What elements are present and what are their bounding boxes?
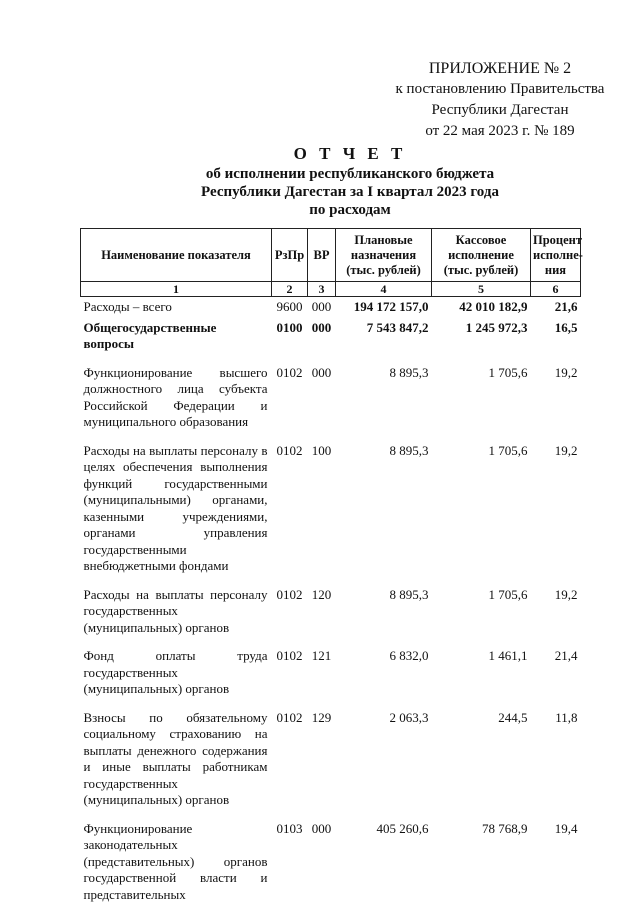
table-header-row	[81, 229, 581, 282]
row-percent: 19,4	[554, 820, 578, 836]
row-name: Взносы по обязательному социальному страхованию на выплаты денежного содержания и иные выплаты работникам государственных (муниципальных) органов	[83, 709, 268, 807]
row-vr: 000	[308, 297, 336, 318]
row-vr: 120	[311, 586, 332, 602]
row-vr: 000	[311, 364, 332, 380]
row-fact: 42 010 182,9	[432, 297, 531, 318]
column-number: 3	[308, 282, 336, 297]
table-row	[81, 363, 581, 441]
row-percent: 16,5	[554, 319, 578, 335]
report-title-line3: Республики Дагестан за I квартал 2023 года	[201, 184, 499, 200]
row-plan: 8 895,3	[389, 442, 429, 458]
row-vr: 000	[311, 820, 332, 836]
row-name: Общегосударственные вопросы	[83, 319, 217, 351]
expenditure-table	[80, 228, 581, 905]
row-rzpr: 0102	[276, 648, 303, 663]
row-rzpr: 0102	[276, 364, 303, 380]
table-row	[81, 819, 581, 906]
report-title-main: О Т Ч Е Т	[293, 144, 407, 163]
column-number: 2	[272, 282, 308, 297]
row-plan: 7 543 847,2	[366, 319, 429, 335]
row-fact: 78 768,9	[482, 820, 528, 836]
row-fact: 1 245 972,3	[465, 319, 528, 335]
row-percent: 19,2	[554, 586, 578, 602]
row-rzpr: 0102	[276, 709, 303, 725]
row-rzpr: 0102	[276, 586, 303, 602]
column-number: 1	[81, 282, 272, 297]
row-vr: 129	[311, 709, 332, 725]
header-name: Наименование показателя	[81, 229, 272, 282]
row-vr: 121	[311, 648, 332, 663]
row-fact: 1 705,6	[488, 586, 528, 602]
row-name: Расходы на выплаты персоналу государственных (муниципальных) органов	[83, 586, 268, 635]
row-percent: 19,2	[554, 364, 578, 380]
header-rzpr: РзПр	[272, 229, 308, 282]
table-row	[81, 297, 581, 318]
appendix-number: ПРИЛОЖЕНИЕ № 2	[428, 60, 572, 77]
row-name: Расходы – всего	[81, 297, 272, 318]
row-plan: 8 895,3	[389, 586, 429, 602]
row-fact: 1 705,6	[488, 364, 528, 380]
header-percent: Процент исполне-ния	[531, 229, 581, 282]
appendix-header	[380, 58, 620, 142]
row-plan: 2 063,3	[389, 709, 429, 725]
row-fact: 1 705,6	[488, 442, 528, 458]
row-percent: 21,6	[531, 297, 581, 318]
row-percent: 19,2	[554, 442, 578, 458]
row-plan: 8 895,3	[389, 364, 429, 380]
header-plan: Плановые назначения (тыс. рублей)	[336, 229, 432, 282]
table-row	[81, 318, 581, 363]
row-fact: 244,5	[498, 709, 528, 725]
table-row	[81, 441, 581, 585]
row-plan: 405 260,6	[376, 820, 429, 836]
appendix-decree: к постановлению Правительства	[395, 81, 605, 97]
table-row	[81, 708, 581, 819]
row-vr: 100	[311, 442, 332, 458]
header-vr: ВР	[308, 229, 336, 282]
header-fact: Кассовое исполнение (тыс. рублей)	[432, 229, 531, 282]
appendix-date: от 22 мая 2023 г. № 189	[425, 123, 575, 139]
row-name: Расходы на выплаты персоналу в целях обеспечения выполнения функций государственными (муниципальными) органами, казенными учреждениями, органами управления государственными внебюджетными фондами	[83, 442, 268, 573]
row-percent: 11,8	[555, 709, 578, 725]
row-plan: 6 832,0	[389, 648, 429, 663]
report-title-line2: об исполнении республиканского бюджета	[205, 166, 495, 182]
row-name: Функционирование законодательных (представительных) органов государственной власти и представительных	[83, 820, 268, 902]
table-column-numbers	[81, 282, 581, 297]
row-name: Функционирование высшего должностного лица субъекта Российской Федерации и муниципального образования	[83, 364, 268, 429]
report-title-line4: по расходам	[309, 202, 391, 218]
table-row	[81, 646, 581, 708]
row-plan: 194 172 157,0	[336, 297, 432, 318]
column-number: 5	[432, 282, 531, 297]
row-rzpr: 0102	[276, 442, 303, 458]
table-row	[81, 585, 581, 647]
row-rzpr: 0103	[276, 820, 303, 836]
appendix-republic: Республики Дагестан	[431, 102, 569, 118]
column-number: 4	[336, 282, 432, 297]
row-vr: 000	[311, 319, 332, 335]
report-title	[120, 143, 580, 219]
column-number: 6	[531, 282, 581, 297]
row-fact: 1 461,1	[488, 648, 528, 663]
row-rzpr: 0100	[276, 319, 303, 335]
row-rzpr: 9600	[272, 297, 308, 318]
row-name: Фонд оплаты труда государственных (муниципальных) органов	[83, 648, 268, 696]
row-percent: 21,4	[554, 648, 578, 663]
